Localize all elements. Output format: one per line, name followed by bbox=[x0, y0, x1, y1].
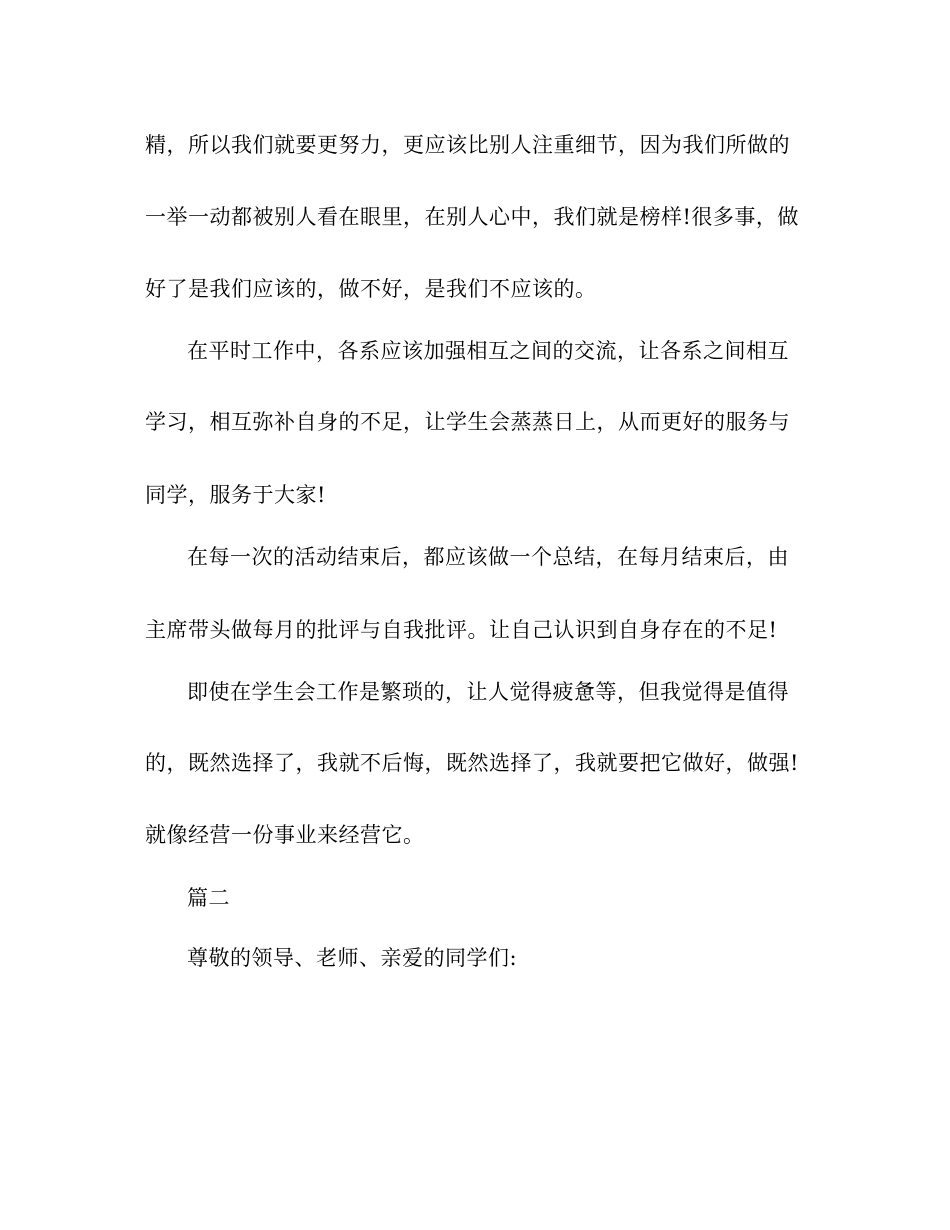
paragraph-line: 主席带头做每月的批评与自我批评。让自己认识到自身存在的不足! bbox=[145, 618, 778, 642]
salutation-line: 尊敬的领导、老师、亲爱的同学们: bbox=[187, 946, 518, 970]
paragraph-line: 好了是我们应该的，做不好，是我们不应该的。 bbox=[145, 277, 597, 301]
paragraph-line: 就像经营一份事业来经营它。 bbox=[145, 823, 425, 847]
paragraph-line: 学习，相互弥补自身的不足，让学生会蒸蒸日上，从而更好的服务与 bbox=[145, 410, 790, 434]
paragraph-first-line: 在平时工作中，各系应该加强相互之间的交流，让各系之间相互 bbox=[187, 339, 789, 363]
paragraph-line: 一举一动都被别人看在眼里，在别人心中，我们就是榜样!很多事，做 bbox=[145, 205, 799, 229]
paragraph-first-line: 在每一次的活动结束后，都应该做一个总结，在每月结束后，由 bbox=[187, 545, 789, 569]
section-heading: 篇二 bbox=[187, 886, 230, 910]
paragraph-line: 同学，服务于大家! bbox=[145, 483, 326, 507]
paragraph-line: 精，所以我们就要更努力，更应该比别人注重细节，因为我们所做的 bbox=[145, 133, 790, 157]
paragraph-line: 的，既然选择了，我就不后悔，既然选择了，我就要把它做好，做强! bbox=[145, 751, 799, 775]
paragraph-first-line: 即使在学生会工作是繁琐的，让人觉得疲惫等，但我觉得是值得 bbox=[187, 680, 789, 704]
